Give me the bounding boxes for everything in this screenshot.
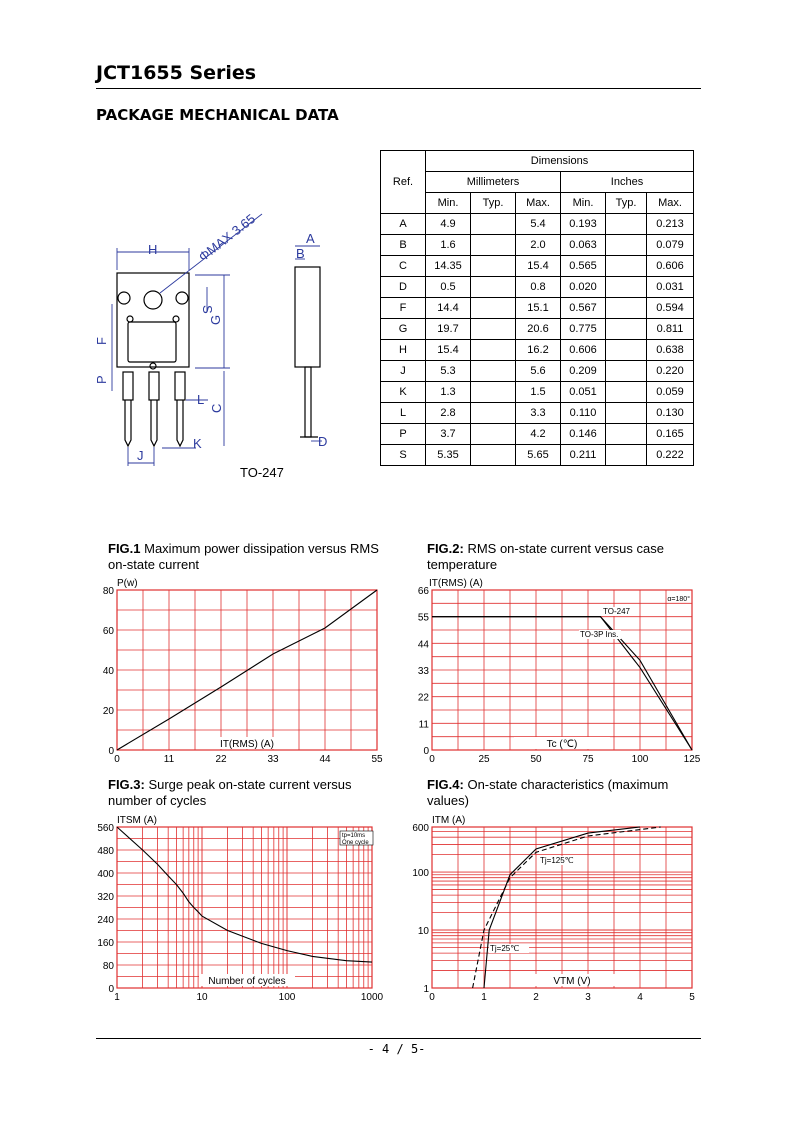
y-tick-label: 10	[417, 926, 429, 938]
x-tick-label: 0	[114, 754, 120, 765]
table-cell: 20.6	[516, 319, 561, 340]
table-cell: 0.775	[561, 319, 606, 340]
y-axis-label: ITM (A)	[432, 815, 466, 826]
table-cell: 3.7	[426, 424, 471, 445]
table-cell: 0.220	[647, 361, 694, 382]
table-cell: 0.110	[561, 403, 606, 424]
x-tick-label: 4	[637, 992, 643, 1003]
y-tick-label: 0	[423, 746, 429, 757]
x-tick-label: 1000	[360, 992, 384, 1003]
table-cell: 15.1	[516, 298, 561, 319]
x-tick-label: 11	[163, 754, 175, 765]
legend-text: One cycle	[342, 840, 369, 846]
y-tick-label: 1	[423, 984, 429, 995]
dimensions-header: Dimensions	[426, 151, 694, 172]
dim-label: S	[200, 305, 215, 314]
table-cell: 0.051	[561, 382, 606, 403]
y-tick-label: 320	[97, 892, 114, 903]
x-tick-label: 1	[114, 992, 120, 1003]
table-cell: J	[381, 361, 426, 382]
table-cell: A	[381, 214, 426, 235]
table-cell: 0.031	[647, 277, 694, 298]
x-axis-label: Number of cycles	[208, 976, 286, 987]
x-tick-label: 100	[278, 992, 296, 1003]
dim-label: C	[209, 403, 224, 413]
table-cell: 0.5	[426, 277, 471, 298]
table-cell: 1.6	[426, 235, 471, 256]
y-tick-label: 560	[97, 823, 114, 834]
table-cell: 0.213	[647, 214, 694, 235]
fig2-caption: FIG.2: RMS on-state current versus case temperature	[427, 541, 664, 572]
dim-label: B	[296, 246, 305, 261]
y-axis-label: IT(RMS) (A)	[429, 578, 483, 589]
table-cell: 0.165	[647, 424, 694, 445]
x-tick-label: 0	[429, 992, 435, 1003]
diameter-label: ΦMAX 3.65	[195, 211, 259, 265]
x-tick-label: 100	[631, 754, 649, 765]
x-tick-label: 3	[585, 992, 591, 1003]
y-tick-label: 80	[102, 961, 114, 972]
y-axis-label: P(w)	[117, 578, 138, 589]
series-label: TO-3P Ins.	[580, 630, 619, 639]
x-tick-label: 22	[215, 754, 227, 765]
table-cell: 0.222	[647, 445, 694, 466]
y-tick-label: 400	[97, 869, 114, 880]
x-tick-label: 50	[530, 754, 542, 765]
y-tick-label: 60	[102, 626, 114, 637]
y-tick-label: 80	[102, 586, 114, 597]
table-cell: 0.567	[561, 298, 606, 319]
table-cell: S	[381, 445, 426, 466]
dim-label: D	[318, 434, 328, 449]
sub-header: Typ.	[471, 193, 516, 214]
table-cell: 0.209	[561, 361, 606, 382]
dim-label: F	[94, 337, 109, 345]
fig3-caption: FIG.3: Surge peak on-state current versus number of cycles	[108, 777, 352, 808]
dim-label: K	[193, 436, 202, 451]
x-tick-label: 0	[429, 754, 435, 765]
table-cell: 3.3	[516, 403, 561, 424]
table-cell: 0.193	[561, 214, 606, 235]
table-cell: 0.079	[647, 235, 694, 256]
y-tick-label: 33	[417, 666, 429, 677]
dim-label: A	[306, 231, 315, 246]
table-cell: 0.606	[647, 256, 694, 277]
table-cell: 15.4	[426, 340, 471, 361]
table-cell: 0.594	[647, 298, 694, 319]
series-line	[473, 827, 661, 988]
y-tick-label: 11	[418, 719, 429, 731]
y-tick-label: 0	[108, 746, 114, 757]
table-cell: H	[381, 340, 426, 361]
table-cell: 4.2	[516, 424, 561, 445]
table-cell: 0.211	[561, 445, 606, 466]
y-tick-label: 20	[102, 706, 114, 717]
table-cell: 0.638	[647, 340, 694, 361]
sub-header: Min.	[561, 193, 606, 214]
x-tick-label: 44	[319, 754, 331, 765]
fig1-caption: FIG.1 Maximum power dissipation versus RMS on-state current	[108, 541, 379, 572]
series-label: Tj=25℃	[490, 944, 520, 953]
table-cell: C	[381, 256, 426, 277]
footer-rule	[96, 1038, 701, 1039]
table-cell: 0.063	[561, 235, 606, 256]
inches-header: Inches	[561, 172, 694, 193]
table-cell: 5.3	[426, 361, 471, 382]
table-cell: 4.9	[426, 214, 471, 235]
sub-header: Max.	[647, 193, 694, 214]
table-cell: 14.4	[426, 298, 471, 319]
ref-header: Ref.	[381, 151, 426, 214]
series-label: TO-247	[603, 607, 630, 616]
table-cell: K	[381, 382, 426, 403]
mm-header: Millimeters	[426, 172, 561, 193]
table-cell: D	[381, 277, 426, 298]
table-cell: 0.020	[561, 277, 606, 298]
x-tick-label: 55	[371, 754, 383, 765]
fig4-caption: FIG.4: On-state characteristics (maximum values)	[427, 777, 669, 808]
page-number: - 4 / 5-	[367, 1042, 426, 1056]
x-tick-label: 25	[478, 754, 490, 765]
table-cell: 15.4	[516, 256, 561, 277]
dim-label: H	[148, 242, 158, 257]
table-cell: 5.6	[516, 361, 561, 382]
package-name: TO-247	[240, 465, 284, 480]
x-axis-label: IT(RMS) (A)	[220, 739, 274, 750]
x-axis-label: VTM (V)	[553, 976, 591, 987]
sub-header: Typ.	[606, 193, 647, 214]
y-tick-label: 240	[97, 915, 114, 926]
dim-label: J	[137, 448, 144, 463]
table-cell: 0.130	[647, 403, 694, 424]
section-title: PACKAGE MECHANICAL DATA	[96, 106, 339, 124]
document-title: JCT1655 Series	[96, 62, 257, 84]
x-tick-label: 75	[582, 754, 594, 765]
y-tick-label: 55	[417, 612, 429, 624]
sub-header: Max.	[516, 193, 561, 214]
table-cell: 0.606	[561, 340, 606, 361]
table-cell: P	[381, 424, 426, 445]
y-tick-label: 0	[108, 984, 114, 995]
series-label: Tj=125℃	[540, 856, 574, 865]
table-cell: 1.3	[426, 382, 471, 403]
x-tick-label: 125	[683, 754, 701, 765]
table-cell: 0.059	[647, 382, 694, 403]
y-tick-label: 44	[417, 639, 429, 651]
table-cell: 19.7	[426, 319, 471, 340]
dim-label: P	[94, 375, 109, 384]
y-tick-label: 600	[412, 823, 429, 834]
table-cell: 2.8	[426, 403, 471, 424]
table-cell: 2.0	[516, 235, 561, 256]
y-tick-label: 480	[97, 846, 114, 857]
table-cell: 14.35	[426, 256, 471, 277]
table-cell: B	[381, 235, 426, 256]
table-cell: 0.8	[516, 277, 561, 298]
chart-annotation: α=180°	[667, 596, 690, 603]
dim-label: L	[197, 392, 205, 407]
y-axis-label: ITSM (A)	[117, 815, 157, 826]
table-cell: 0.811	[647, 319, 694, 340]
x-tick-label: 33	[267, 754, 279, 765]
table-cell: 0.146	[561, 424, 606, 445]
table-cell: 5.4	[516, 214, 561, 235]
y-tick-label: 40	[102, 666, 114, 677]
x-tick-label: 5	[689, 992, 695, 1003]
y-tick-label: 160	[97, 938, 114, 949]
table-cell: L	[381, 403, 426, 424]
x-axis-label: Tc (℃)	[546, 739, 578, 750]
x-tick-label: 1	[481, 992, 487, 1003]
legend-text: tp=10ms	[342, 833, 366, 839]
table-cell: 16.2	[516, 340, 561, 361]
table-cell: F	[381, 298, 426, 319]
sub-header: Min.	[426, 193, 471, 214]
table-cell: 5.35	[426, 445, 471, 466]
table-cell: 5.65	[516, 445, 561, 466]
x-tick-label: 10	[196, 992, 208, 1003]
table-cell: 0.565	[561, 256, 606, 277]
x-tick-label: 2	[533, 992, 539, 1003]
y-tick-label: 100	[412, 868, 429, 880]
table-cell: G	[381, 319, 426, 340]
table-cell: 1.5	[516, 382, 561, 403]
dim-label: G	[208, 314, 223, 325]
y-tick-label: 22	[417, 692, 429, 704]
y-tick-label: 66	[417, 586, 429, 597]
